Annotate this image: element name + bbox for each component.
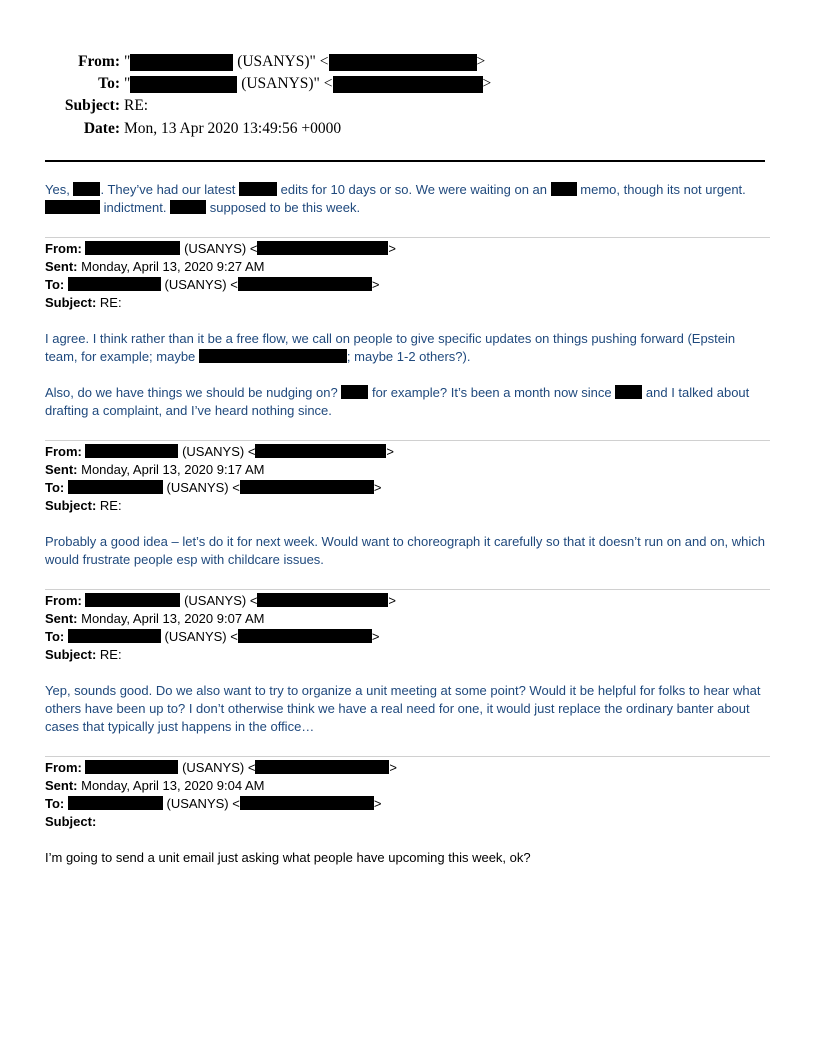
email-paragraph: Yep, sounds good. Do we also want to try to organize a unit meeting at some point? Would it be helpful for folks to hear what others have been up to? I don’t otherwise think we have a real need for one, it would just replace the ordinary banter about cases that typically just happens in the office… (45, 683, 761, 734)
email-subject-row (45, 813, 397, 831)
subject-value: RE: (99, 295, 122, 310)
redaction-box (341, 385, 368, 399)
sent-value: Monday, April 13, 2020 9:07 AM (81, 611, 265, 626)
redaction-box (240, 796, 374, 810)
redaction-box (257, 593, 388, 607)
redaction-box (257, 241, 388, 255)
reply-text: supposed to be this week. (209, 200, 361, 215)
reply-text: edits for 10 days or so. We were waiting on an (280, 182, 548, 197)
body-text: Also, do we have things we should be nudging on? (45, 385, 338, 400)
redaction-box (615, 385, 642, 399)
org-text: (USANYS) < (166, 480, 240, 495)
header-to-end: > (482, 75, 492, 92)
email-to-row (45, 795, 397, 813)
angle-close: > (373, 480, 382, 495)
sent-value: Monday, April 13, 2020 9:17 AM (81, 462, 265, 477)
reply-text: Yes, (45, 182, 70, 197)
header-date-row (0, 119, 816, 139)
header-divider (45, 160, 765, 162)
message-separator (45, 589, 770, 590)
email-body (45, 682, 770, 736)
header-from-value (124, 52, 485, 72)
email-sent-row (45, 610, 396, 628)
to-label: To: (45, 629, 65, 644)
email-from-row (45, 240, 396, 258)
header-date-value: Mon, 13 Apr 2020 13:49:56 +0000 (124, 120, 342, 137)
header-to-quote: " (124, 75, 131, 92)
subject-value: RE: (99, 647, 122, 662)
redaction-box (68, 277, 161, 291)
from-label: From: (45, 593, 82, 608)
redaction-box (199, 349, 347, 363)
redaction-box (85, 444, 178, 458)
email-subject-row (45, 646, 396, 664)
redaction-box (130, 76, 237, 93)
reply-text: memo, though its not (580, 182, 702, 197)
header-from-row (0, 52, 816, 72)
org-text: (USANYS) < (164, 629, 238, 644)
redaction-box (255, 444, 386, 458)
email-sent-row (45, 461, 394, 479)
redaction-box (85, 241, 180, 255)
redaction-box (238, 629, 372, 643)
angle-close: > (388, 241, 397, 256)
redaction-box (85, 760, 178, 774)
redaction-box (333, 76, 483, 93)
header-from-org: (USANYS)" < (233, 53, 329, 70)
redaction-box (68, 629, 161, 643)
from-label: From: (45, 760, 82, 775)
redaction-box (255, 760, 389, 774)
reply-text: . They’ve had our latest (100, 182, 236, 197)
from-label: From: (45, 444, 82, 459)
sent-value: Monday, April 13, 2020 9:27 AM (81, 259, 265, 274)
sent-value: Monday, April 13, 2020 9:04 AM (81, 778, 265, 793)
redaction-box (240, 480, 374, 494)
body-text: for example? It’s been a month now since (371, 385, 612, 400)
email-from-row (45, 592, 396, 610)
redaction-box (238, 277, 372, 291)
reply-text: indictment. (103, 200, 167, 215)
angle-close: > (373, 796, 382, 811)
to-label: To: (45, 480, 65, 495)
email-meta (45, 759, 397, 831)
email-from-row (45, 759, 397, 777)
email-from-row (45, 443, 394, 461)
to-label: To: (45, 277, 65, 292)
message-separator (45, 756, 770, 757)
email-paragraph (45, 330, 770, 366)
subject-label: Subject: (45, 498, 97, 513)
angle-close: > (389, 760, 398, 775)
header-subject-row (0, 96, 816, 116)
email-paragraph: I’m going to send a unit email just asking what people have upcoming this week, ok? (45, 850, 531, 865)
email-paragraph (45, 384, 770, 420)
redaction-box (68, 480, 163, 494)
email-meta (45, 443, 394, 515)
email-body (45, 849, 531, 867)
redaction-box (329, 54, 477, 71)
subject-value: RE: (99, 498, 122, 513)
header-to-label: To: (98, 75, 120, 92)
subject-label: Subject: (45, 814, 97, 829)
email-body (45, 330, 770, 420)
email-meta (45, 240, 396, 312)
redaction-box (73, 182, 100, 196)
redaction-box (45, 200, 100, 214)
email-to-row (45, 479, 394, 497)
from-label: From: (45, 241, 82, 256)
email-to-row (45, 628, 396, 646)
to-label: To: (45, 796, 65, 811)
org-text: (USANYS) < (164, 277, 238, 292)
email-to-row (45, 276, 396, 294)
message-separator (45, 440, 770, 441)
header-from-quote: " (124, 53, 131, 70)
org-text: (USANYS) < (166, 796, 240, 811)
sent-label: Sent: (45, 462, 78, 477)
message-separator (45, 237, 770, 238)
email-sent-row (45, 258, 396, 276)
subject-label: Subject: (45, 295, 97, 310)
sent-label: Sent: (45, 611, 78, 626)
redaction-box (170, 200, 206, 214)
redaction-box (239, 182, 277, 196)
redaction-box (68, 796, 163, 810)
email-meta (45, 592, 396, 664)
email-sent-row (45, 777, 397, 795)
header-date-label: Date: (83, 120, 120, 137)
header-subject-label: Subject: (64, 97, 120, 114)
email-subject-row (45, 294, 396, 312)
org-text: (USANYS) < (182, 444, 256, 459)
body-text: and I talked about drafting a complaint, and I’ve heard nothing since. (45, 385, 750, 418)
header-to-value (124, 74, 491, 94)
body-text: ; maybe 1-2 others?). (346, 349, 471, 364)
email-subject-row (45, 497, 394, 515)
redaction-box (85, 593, 180, 607)
email-body (45, 533, 770, 569)
sent-label: Sent: (45, 778, 78, 793)
org-text: (USANYS) < (182, 760, 256, 775)
angle-close: > (386, 444, 395, 459)
header-to-row (0, 74, 816, 94)
email-paragraph: Probably a good idea – let’s do it for next week. Would want to choreograph it carefully so that it doesn’t run on and on, which would frustrate people esp with childcare issues. (45, 534, 766, 567)
angle-close: > (388, 593, 397, 608)
header-from-end: > (476, 53, 486, 70)
header-subject-value: RE: (124, 97, 149, 114)
redaction-box (130, 54, 233, 71)
angle-close: > (371, 629, 380, 644)
body-text: I agree. I think rather than it be a free flow, we call on people to give specific updates on things pushing forward (Epstein team, for example; maybe (45, 331, 736, 364)
org-text: (USANYS) < (184, 593, 258, 608)
angle-close: > (371, 277, 380, 292)
reply-paragraph (45, 181, 770, 217)
subject-label: Subject: (45, 647, 97, 662)
reply-body (45, 181, 770, 217)
redaction-box (551, 182, 577, 196)
org-text: (USANYS) < (184, 241, 258, 256)
sent-label: Sent: (45, 259, 78, 274)
reply-text: urgent. (705, 182, 746, 197)
header-from-label: From: (78, 53, 120, 70)
header-to-org: (USANYS)" < (237, 75, 333, 92)
